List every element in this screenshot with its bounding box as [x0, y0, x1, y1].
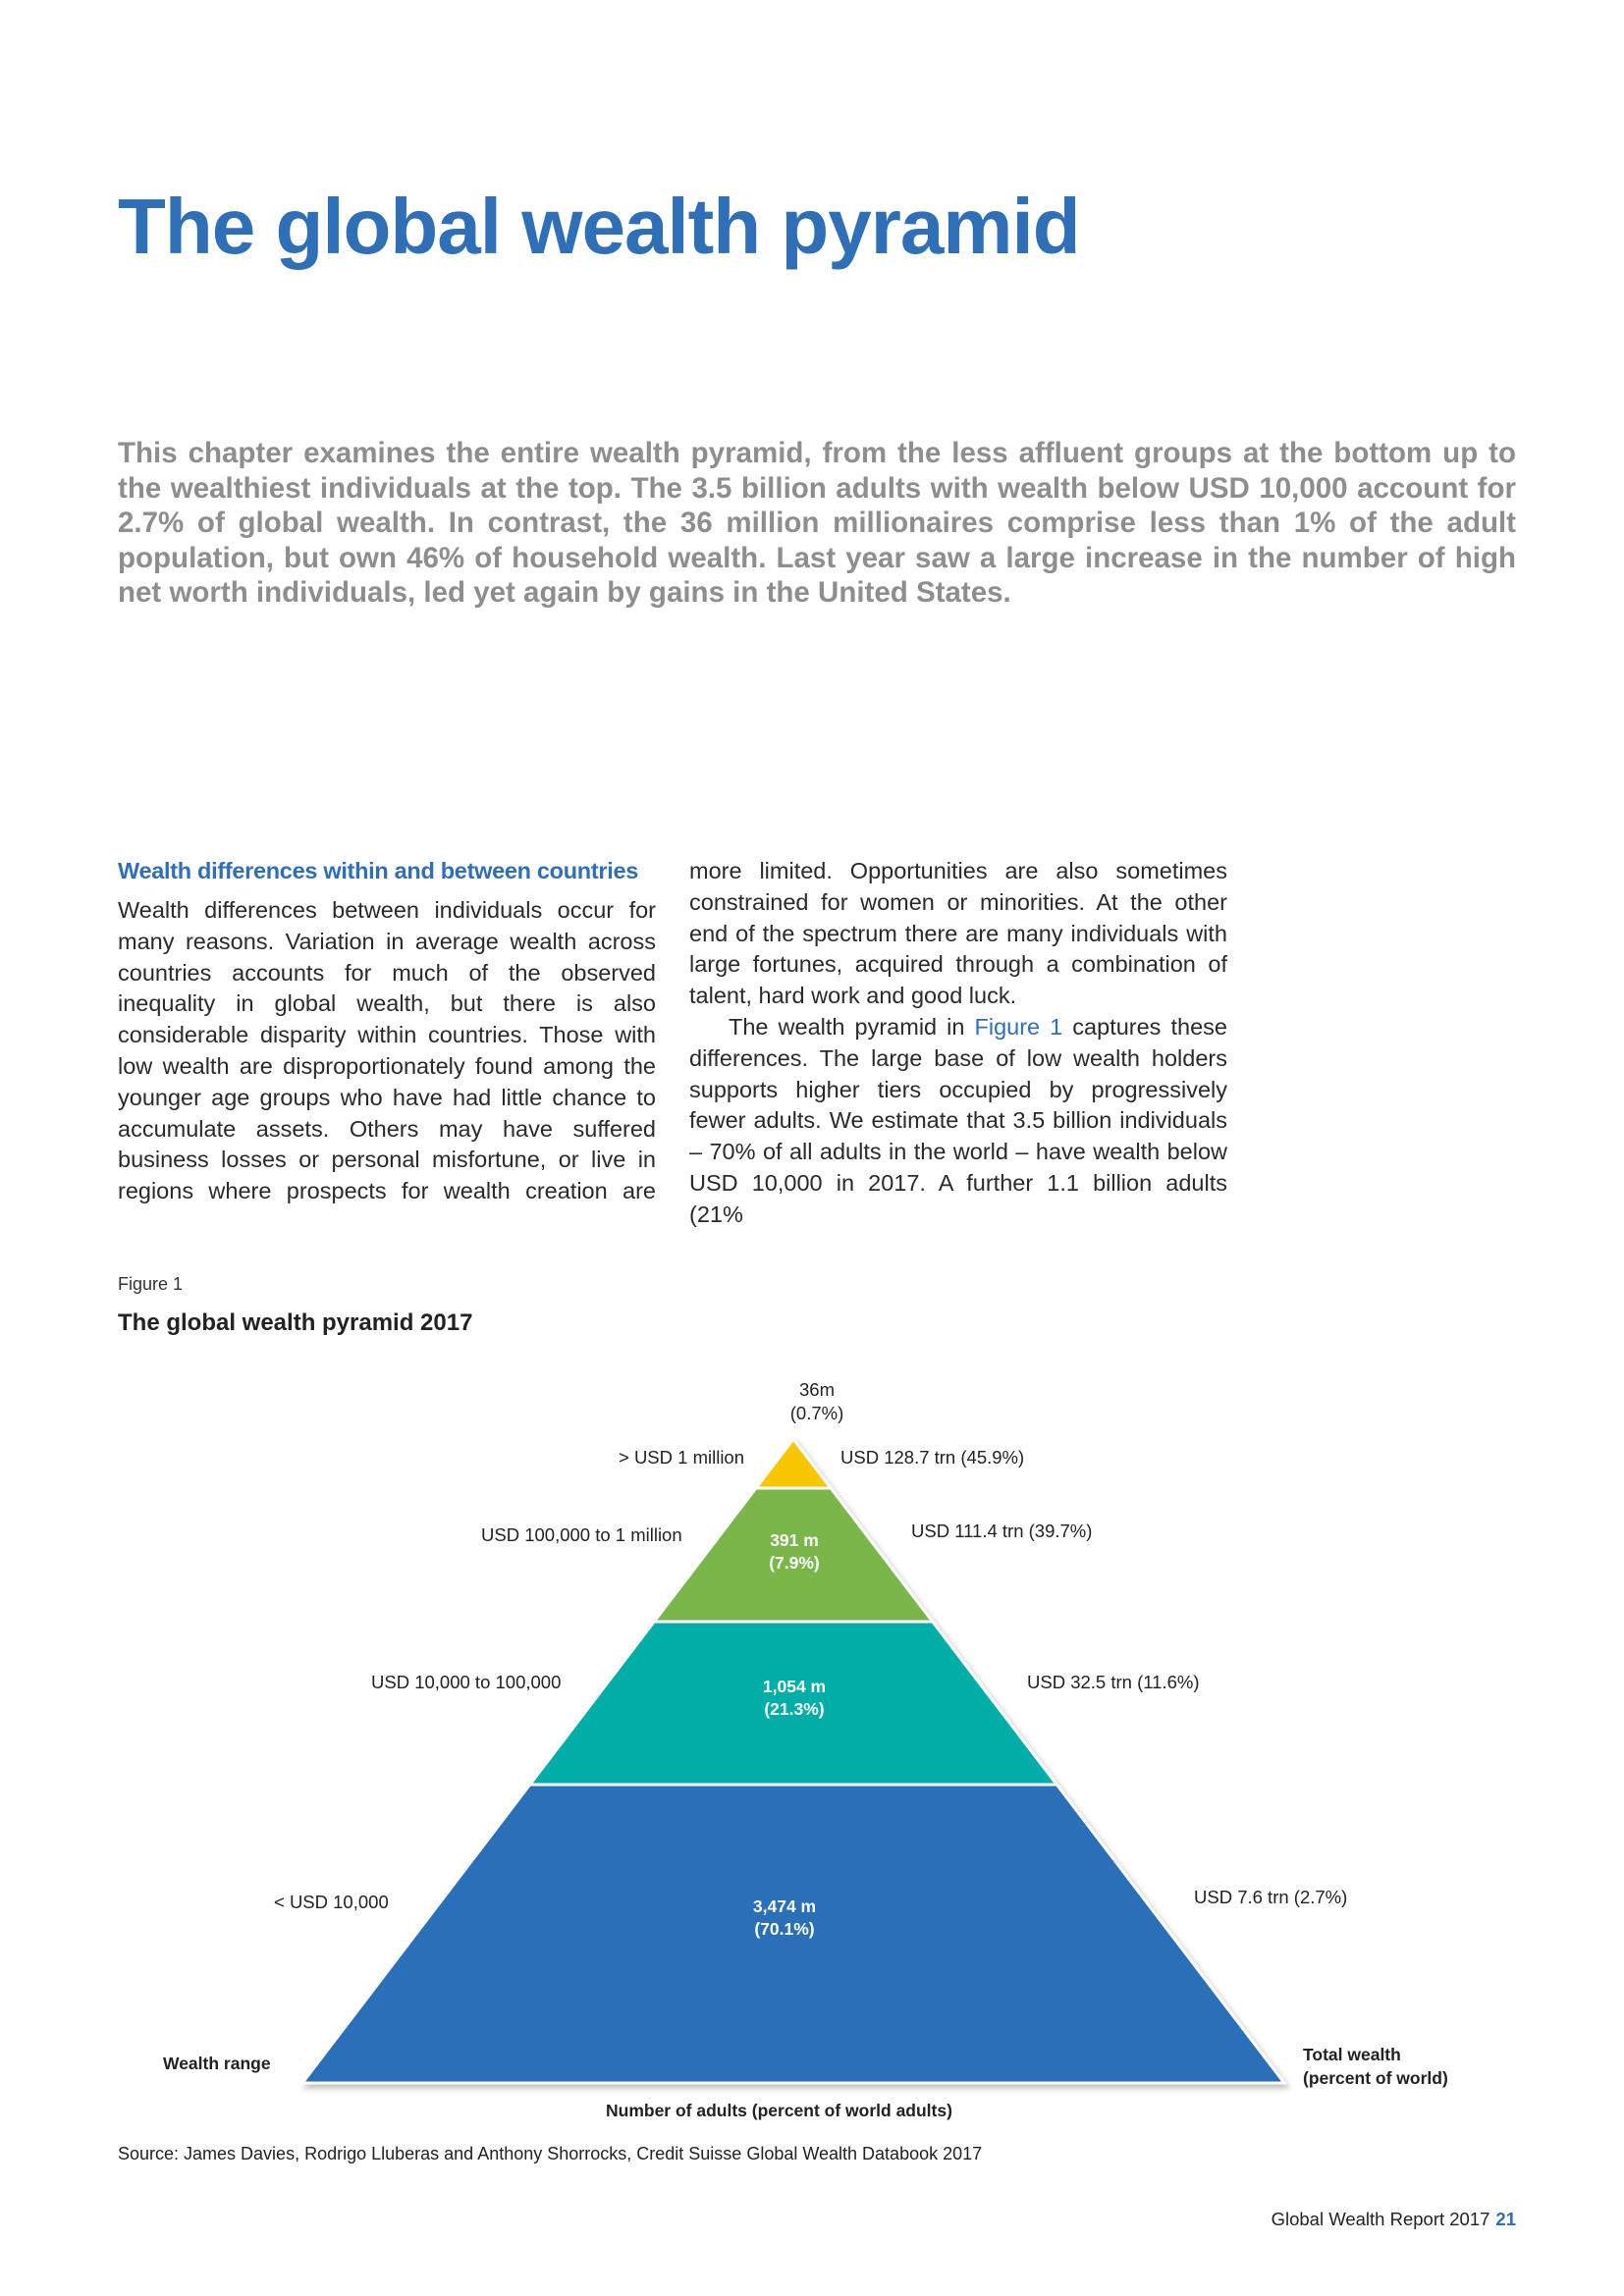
page-number: 21: [1495, 2209, 1516, 2229]
tier-2-adults-share: (7.9%): [769, 1553, 820, 1573]
section-heading: Wealth differences within and between countries: [118, 858, 638, 883]
page-title: The global wealth pyramid: [118, 183, 1080, 270]
figure-source: Source: James Davies, Rodrigo Lluberas and Anthony Shorrocks, Credit Suisse Global Wealth Databook 2017: [118, 2144, 983, 2163]
figure-label: Figure 1: [118, 1274, 184, 1294]
footer-report-title: Global Wealth Report 2017: [1271, 2209, 1490, 2229]
tier-3-adults: [716, 1676, 873, 1721]
adults-axis-label: Number of adults (percent of world adults): [606, 2101, 952, 2120]
tier-2-wealth: USD 111.4 trn (39.7%): [911, 1521, 1093, 1541]
tier-1-shape: [756, 1439, 831, 1488]
total-wealth-axis-label: [1303, 2043, 1448, 2090]
tier-3-wealth: USD 32.5 trn (11.6%): [1027, 1672, 1200, 1692]
total-wealth-axis-label-line1: Total wealth: [1303, 2045, 1401, 2064]
body-paragraph-2-end: captures these differences. The large base of low wealth holders supports higher tiers occupied by progressively fewer adults. We estimate that 3.5 billion individuals – 70% of all adults in the world – have wealth below USD 10,000 in 2017. A further 1.1 billion adults (21%: [689, 1013, 1227, 1227]
tier-1-adults-count: 36m: [799, 1379, 835, 1400]
tier-4-range: < USD 10,000: [274, 1892, 389, 1912]
tier-3-adults-share: (21.3%): [764, 1699, 825, 1719]
tier-1-range: > USD 1 million: [619, 1447, 745, 1468]
figure-reference-link[interactable]: Figure 1: [974, 1013, 1063, 1040]
tier-2-range: USD 100,000 to 1 million: [481, 1524, 682, 1545]
tier-3-range: USD 10,000 to 100,000: [371, 1672, 562, 1692]
tier-1-adults: [763, 1378, 871, 1425]
body-paragraph-2-start: The wealth pyramid in: [729, 1013, 975, 1040]
figure-title: The global wealth pyramid 2017: [118, 1309, 473, 1336]
tier-3-adults-count: 1,054 m: [762, 1677, 827, 1696]
total-wealth-axis-label-line2: (percent of world): [1303, 2068, 1448, 2088]
tier-4-adults: [706, 1896, 863, 1941]
tier-2-adults: [716, 1529, 873, 1575]
body-paragraph-1: Wealth differences between individuals occur for many reasons. Variation in average wealth across countries accounts for much of the observed inequality in global wealth, but there is also considerable disparity within countries. Those with low wealth are disproportionately found among the younger age groups who have had little chance to accumulate assets. Others may have suffered business losses or personal misfortune, or live in regions where prospects for wealth creation are: [118, 897, 656, 1204]
tier-2-adults-count: 391 m: [770, 1530, 819, 1550]
tier-4-wealth: USD 7.6 trn (2.7%): [1194, 1887, 1348, 1907]
wealth-range-axis-label: Wealth range: [163, 2054, 271, 2073]
tier-1-wealth: USD 128.7 trn (45.9%): [840, 1447, 1025, 1468]
page-footer: [1272, 2209, 1516, 2230]
lead-paragraph: This chapter examines the entire wealth pyramid, from the less affluent groups at the bottom up to the wealthiest individuals at the top. The 3.5 billion adults with wealth below USD 10,000 account for 2.7% of global wealth. In contrast, the 36 million millionaires comprise less than 1% of the adult population, but own 46% of household wealth. Last year saw a large increase in the number of high net worth individuals, led yet again by gains in the United States.: [118, 437, 1516, 609]
tier-4-adults-count: 3,474 m: [752, 1896, 817, 1916]
tier-4-adults-share: (70.1%): [754, 1919, 815, 1939]
body-paragraph-1-continued: more limited. Opportunities are also sometimes constrained for women or minorities. At the other end of the spectrum there are many individuals with large fortunes, acquired through a combination of talent, hard work and good luck.: [689, 858, 1227, 1009]
tier-1-adults-share: (0.7%): [789, 1403, 844, 1423]
